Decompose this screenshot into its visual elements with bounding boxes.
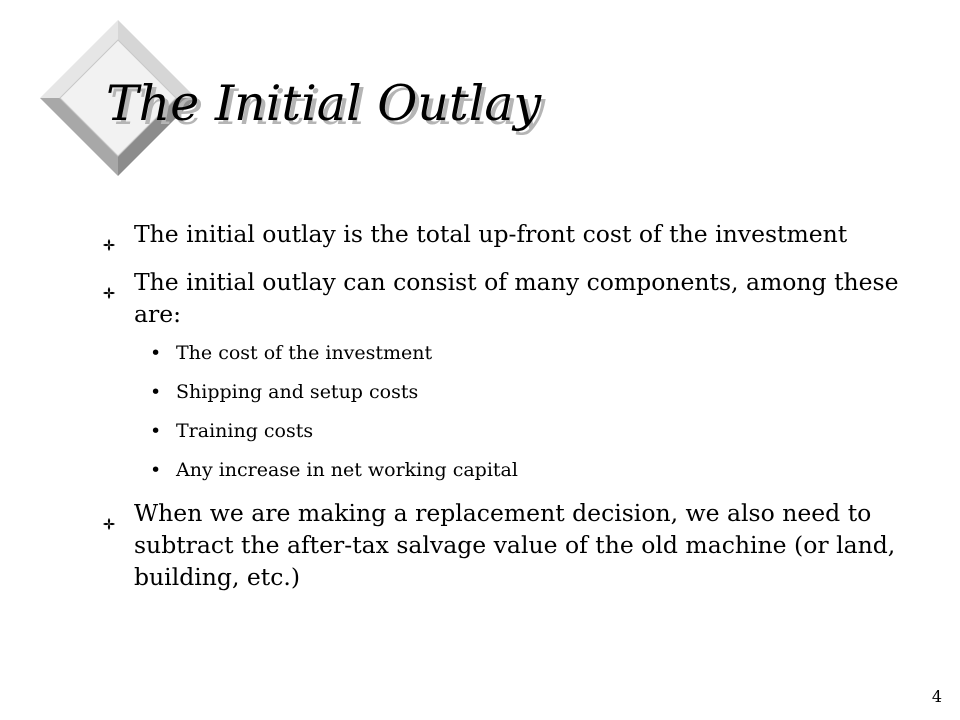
four-leaf-bullet-icon — [102, 507, 116, 521]
sub-bullet-dot: • — [150, 420, 162, 442]
four-leaf-bullet-icon — [102, 276, 116, 290]
sub-bullet-dot: • — [150, 381, 162, 403]
bullet-item — [100, 497, 930, 593]
slide-content — [100, 218, 930, 609]
sub-bullet-list — [100, 340, 930, 483]
sub-bullet-item — [100, 457, 930, 483]
bullet-text: When we are making a replacement decision, we also need to subtract the after-tax salvage value of the old machine (or land, building, etc.) — [134, 499, 896, 591]
sub-bullet-item — [100, 340, 930, 366]
sub-bullet-item — [100, 418, 930, 444]
sub-bullet-item — [100, 379, 930, 405]
sub-bullet-dot: • — [150, 459, 162, 481]
bullet-text: The initial outlay can consist of many components, among these are: — [134, 268, 899, 328]
sub-bullet-dot: • — [150, 342, 162, 364]
bullet-item — [100, 218, 930, 250]
bullet-item — [100, 266, 930, 330]
page-number: 4 — [931, 687, 942, 706]
sub-bullet-text: The cost of the investment — [176, 342, 433, 364]
bullet-text: The initial outlay is the total up-front cost of the investment — [134, 220, 848, 248]
sub-bullet-text: Any increase in net working capital — [176, 459, 518, 481]
sub-bullet-text: Shipping and setup costs — [176, 381, 419, 403]
slide-title: The Initial Outlay — [106, 75, 542, 132]
sub-bullet-text: Training costs — [176, 420, 314, 442]
four-leaf-bullet-icon — [102, 228, 116, 242]
